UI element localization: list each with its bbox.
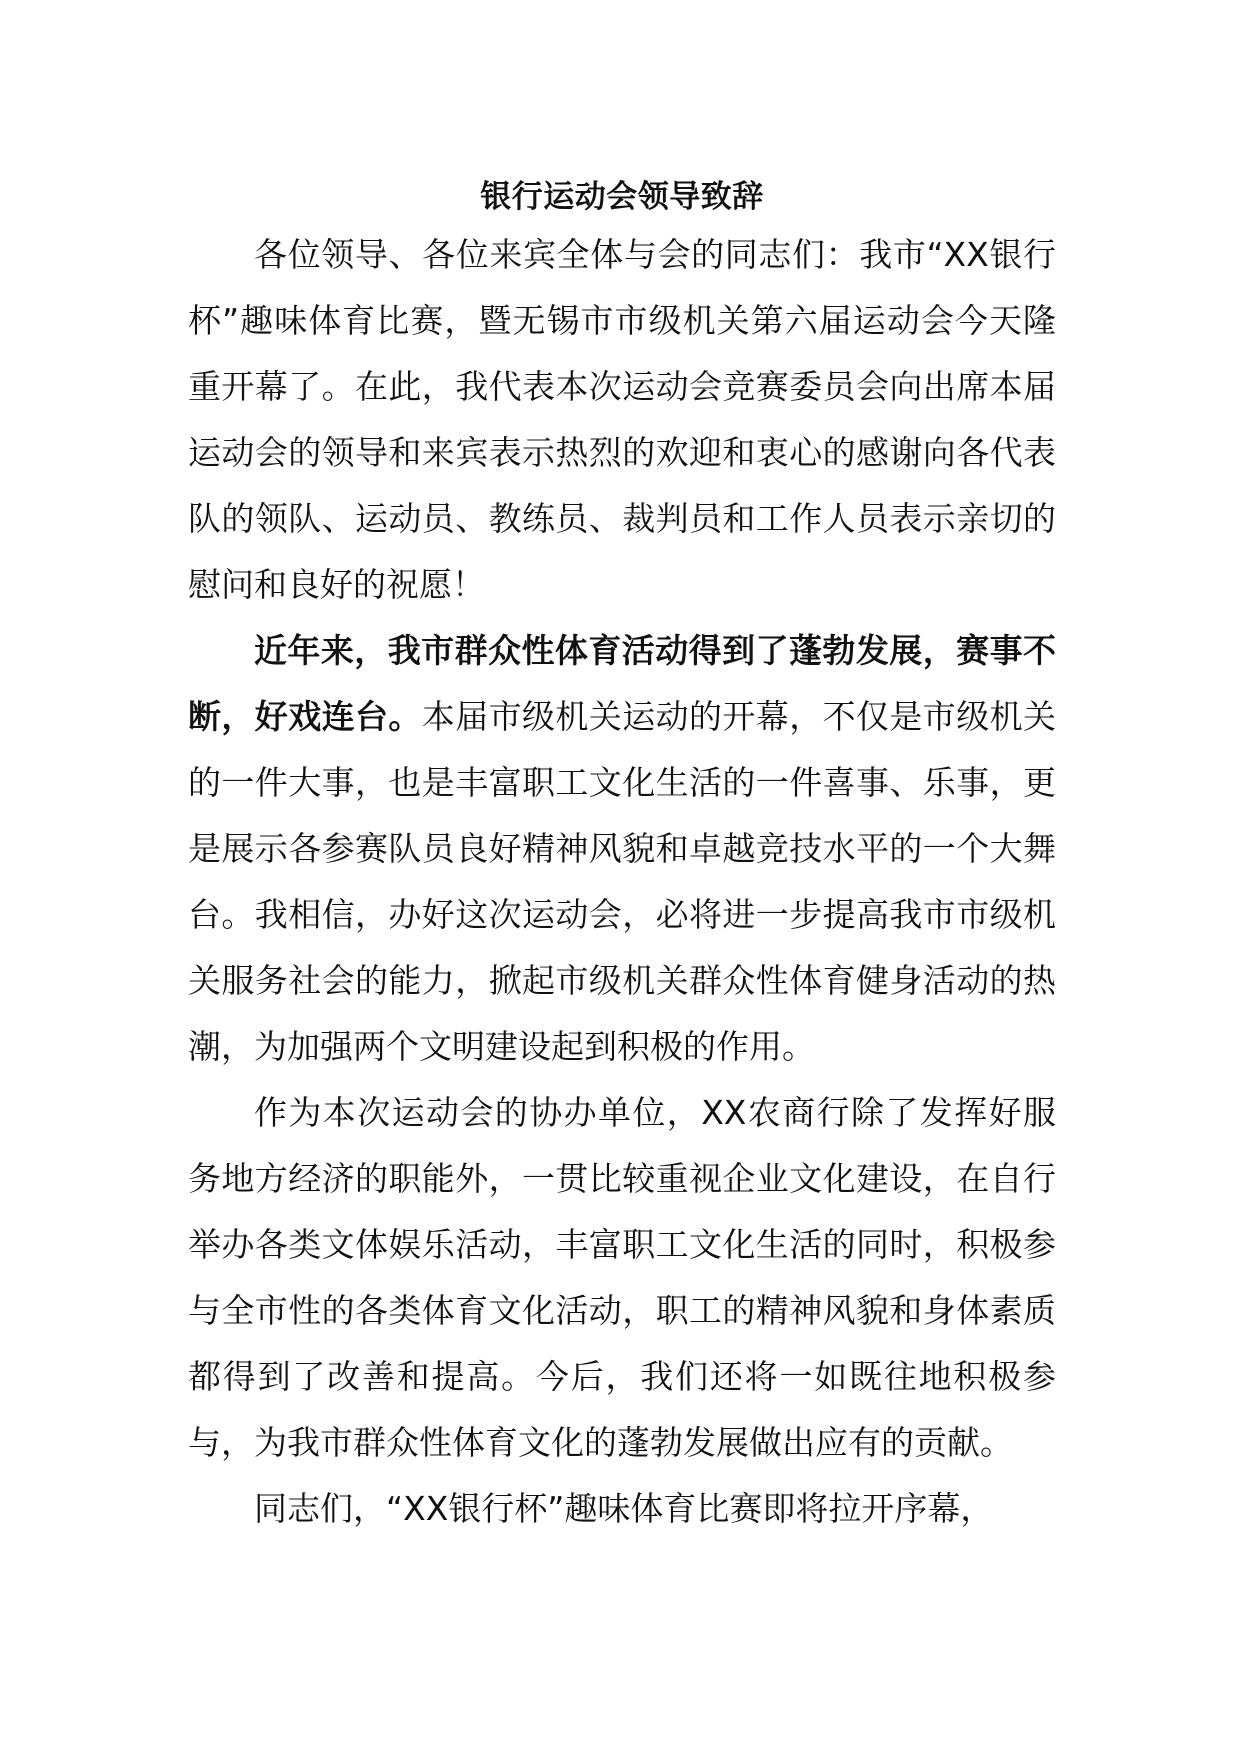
document-body <box>188 172 1056 1542</box>
paragraph-text: 同志们，“XX银行杯”趣味体育比赛即将拉开序幕， <box>254 1489 994 1528</box>
paragraph-text: 各位领导、各位来宾全体与会的同志们：我市“XX银行杯”趣味体育比赛，暨无锡市市级机关第六届运动会今天隆重开幕了。在此，我代表本次运动会竞赛委员会向出席本届运动会的领导和来宾表示热烈的欢迎和衷心的感谢向各代表队的领队、运动员、教练员、裁判员和工作人员表示亲切的慰问和良好的祝愿！ <box>188 235 1056 604</box>
paragraph-bold-lead: 近年来，我市群众性体育活动得到了蓬勃发展，赛事不断，好戏连台。 <box>188 631 1056 736</box>
paragraph-development <box>188 618 1056 1080</box>
paragraph-text: 本届市级机关运动的开幕，不仅是市级机关的一件大事，也是丰富职工文化生活的一件喜事、乐事，更是展示各参赛队员良好精神风貌和卓越竞技水平的一个大舞台。我相信，办好这次运动会，必将进一步提高我市市级机关服务社会的能力，掀起市级机关群众性体育健身活动的热潮，为加强两个文明建设起到积极的作用。 <box>188 697 1057 1066</box>
document-title: 银行运动会领导致辞 <box>480 179 764 215</box>
paragraph-cohost <box>188 1080 1056 1476</box>
paragraph-greeting <box>188 222 1056 618</box>
paragraph-closing <box>188 1476 1056 1542</box>
paragraph-text: 作为本次运动会的协办单位，XX农商行除了发挥好服务地方经济的职能外，一贯比较重视企业文化建设，在自行举办各类文体娱乐活动，丰富职工文化生活的同时，积极参与全市性的各类体育文化活动，职工的精神风貌和身体素质都得到了改善和提高。今后，我们还将一如既往地积极参与，为我市群众性体育文化的蓬勃发展做出应有的贡献。 <box>188 1093 1056 1462</box>
